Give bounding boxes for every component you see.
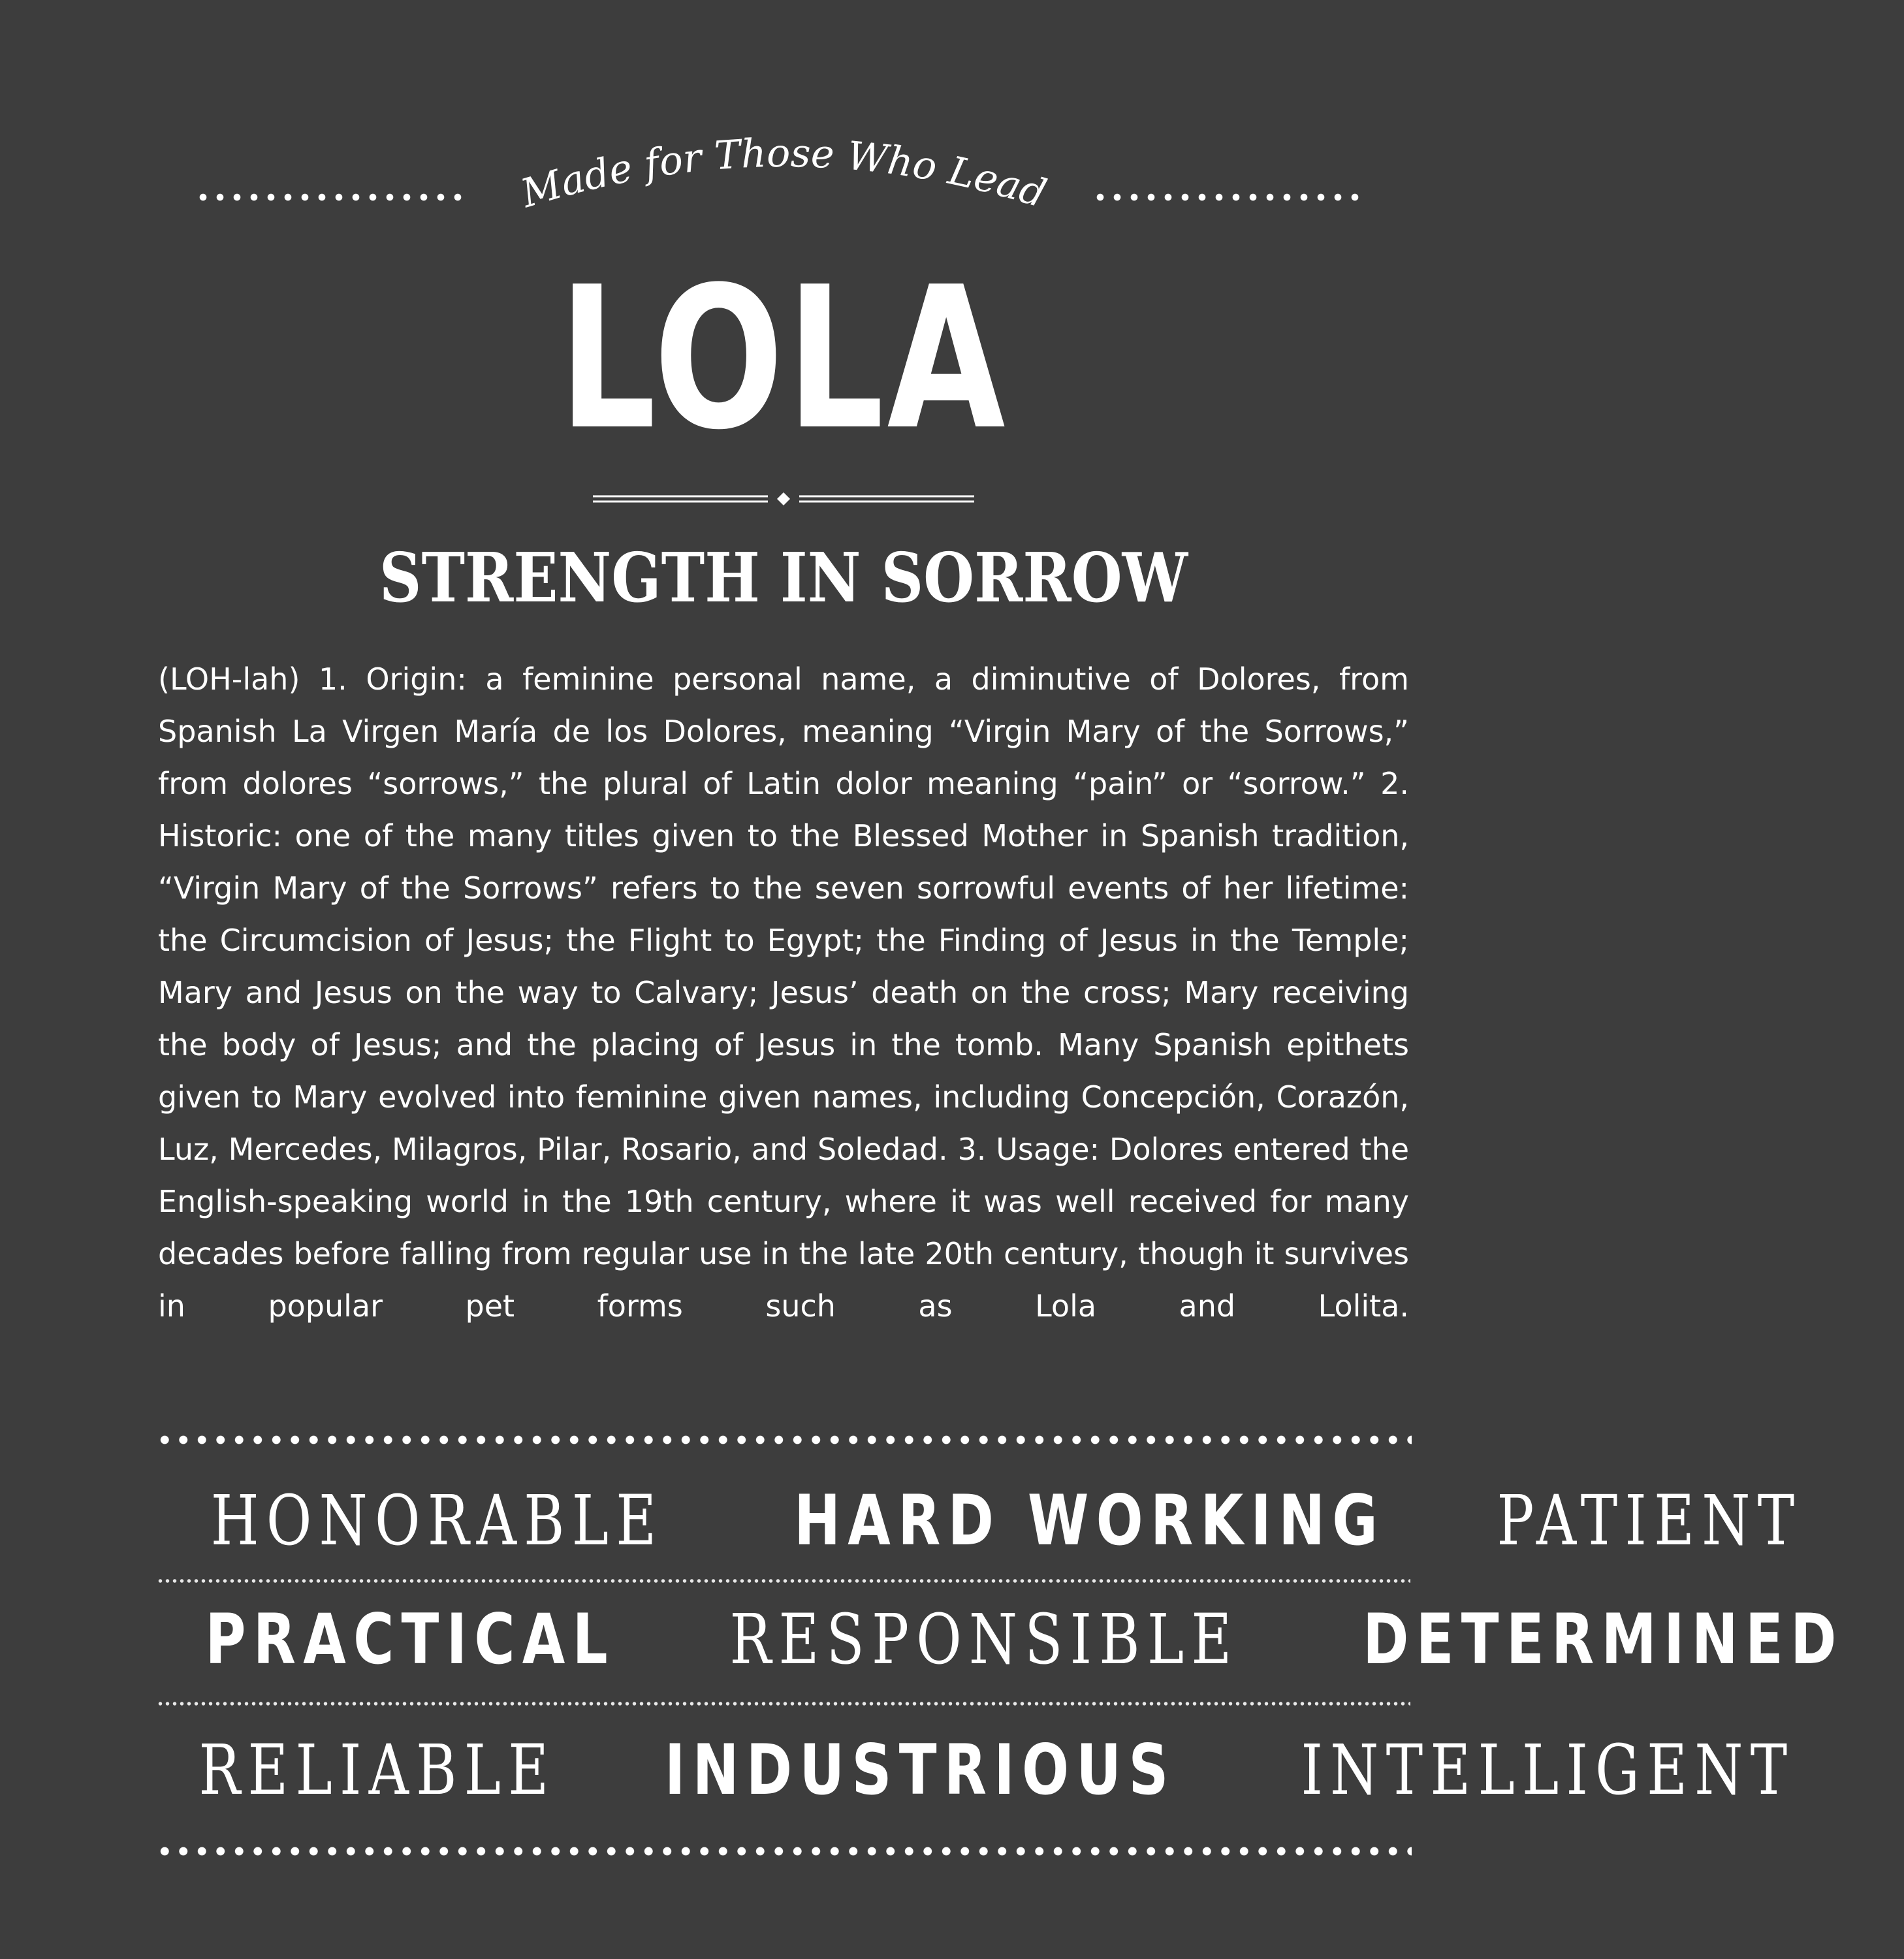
traits-row-2 xyxy=(154,1597,1844,1682)
dotted-divider-small xyxy=(157,1702,1410,1706)
diamond-divider-icon xyxy=(588,488,979,509)
definition-text: (LOH-lah) 1. Origin: a feminine personal name, a diminutive of Dolores, from Spanish La Virgen María de los Dolores, meaning “Virgin Mary of the Sorrows,” from dolores “sorrows,” the plural of Latin dolor meaning “pain” or “sorrow.” 2. Historic: one of the many titles given to the Blessed Mother in Spanish tradition, “Virgin Mary of the Sorrows” refers to the seven sorrowful events of her lifetime: the Circumcision of Jesus; the Flight to Egypt; the Finding of Jesus in the Temple; Mary and Jesus on the way to Calvary; Jesus’ death on the cross; Mary receiving the body of Jesus; and the placing of Jesus in the tomb. Many Spanish epithets given to Mary evolved into feminine given names, including Concepción, Corazón, Luz, Mercedes, Milagros, Pilar, Rosario, and Soledad. 3. Usage: Dolores entered the English-speaking world in the 19th century, where it was well received for many decades before falling from regular use in the late 20th century, though it survives in popular pet forms such as Lola and Lolita. xyxy=(158,661,1409,1324)
dotted-divider-bottom xyxy=(155,1847,1412,1856)
trait: PATIENT xyxy=(1497,1480,1802,1561)
traits-row-1 xyxy=(154,1478,1802,1563)
tagline-text: Made for Those Who Lead xyxy=(516,130,1052,217)
top-dots-right xyxy=(1092,189,1361,205)
top-dots-left xyxy=(195,189,464,205)
meaning-heading: STRENGTH IN SORROW xyxy=(379,537,1188,618)
svg-text:Made for Those Who Lead xyxy=(515,131,1051,217)
traits-row-3 xyxy=(154,1728,1795,1813)
trait: HARD WORKING xyxy=(794,1480,1386,1561)
trait: DETERMINED xyxy=(1363,1599,1844,1680)
trait: RELIABLE xyxy=(198,1730,556,1810)
trait: INDUSTRIOUS xyxy=(664,1730,1176,1810)
tagline xyxy=(0,111,1567,229)
trait: RESPONSIBLE xyxy=(729,1599,1239,1680)
trait: INTELLIGENT xyxy=(1301,1730,1795,1810)
dotted-divider-small xyxy=(157,1579,1410,1583)
dotted-divider-top xyxy=(155,1435,1412,1444)
trait: HONORABLE xyxy=(210,1480,664,1561)
trait: PRACTICAL xyxy=(205,1599,615,1680)
name-title: LOLA xyxy=(558,245,1009,473)
